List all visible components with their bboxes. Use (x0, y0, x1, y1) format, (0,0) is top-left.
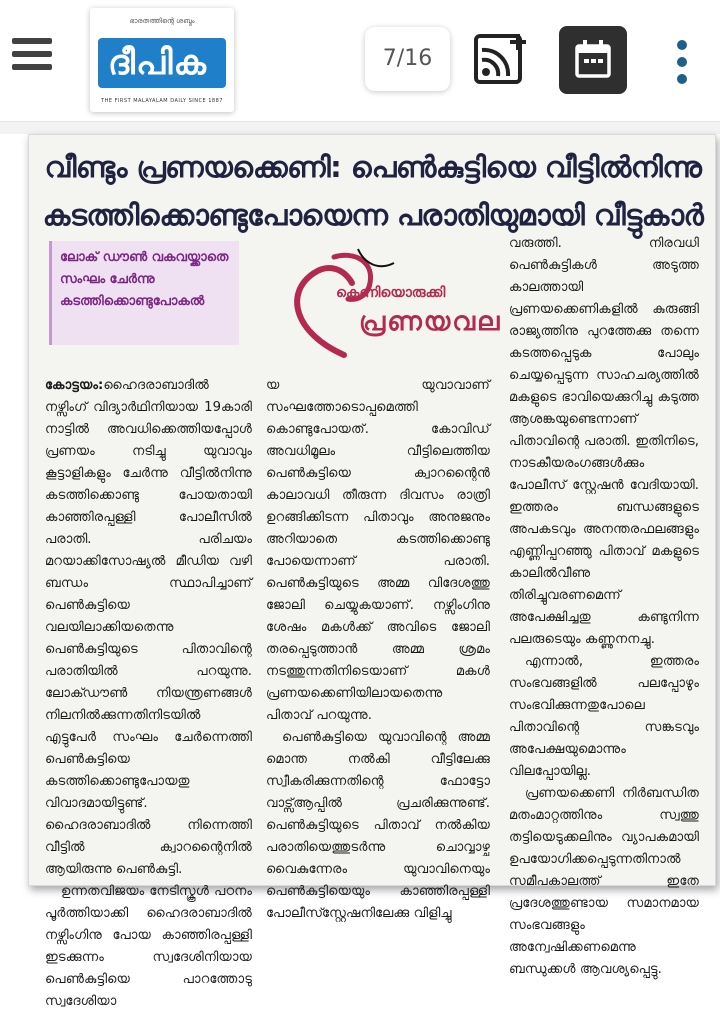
column-2-text-2: പെൺകുട്ടിയെ യുവാവിന്റെ അമ്മ മൊന്ത നൽകി വീട്ടിലേക്കു സ്വീകരിക്കുന്നതിന്റെ ഫോട്ടോ വാട്സ്ആപ്പിൽ പ്രചരിക്കുന്നുണ്ട്. പെൺകുട്ടിയുടെ പിതാവ് നൽകിയ പരാതിയെത്തുടർന്നു ചൊവ്വാഴ്ച വൈകുന്നേരം യുവാവിനെയും പെൺകുട്ടിയെയും കാഞ്ഞിരപ്പള്ളി പോലീസ്സ്റ്റേഷനിലേക്കു വിളിച്ചു (266, 730, 490, 921)
headline-line-2: കടത്തിക്കൊണ്ടുപോയെന്ന പരാതിയുമായി വീട്ടുകാർ (42, 198, 704, 232)
column-2-text: യ യുവാവാണ് സംഘത്തോടൊപ്പമെത്തി കൊണ്ടുപോയത്. കോവിഡ് അവധിമൂലം വീട്ടിലെത്തിയ പെൺകുട്ടിയെ ക്വാറന്റൈൻ കാലാവധി തീരുന്ന ദിവസം രാത്രി ഉറങ്ങിക്കിടന്ന പിതാവും അനുജനും അറിയാതെ കടത്തിക്കൊണ്ടു പോയെന്നാണ് പരാതി. പെൺകുട്ടിയുടെ അമ്മ വിദേശത്തു ജോലി ചെയ്യുകയാണ്. നഴ്സിംഗിനു ശേഷം മകൾക്ക് അവിടെ ജോലി തരപ്പെടുത്താൻ അമ്മ ശ്രമം നടത്തുന്നതിനിടെയാണ് മകൾ പ്രണയക്കെണിയിലായതെന്നു പിതാവ് പറയുന്നു. (266, 378, 490, 723)
headline-line-1: വീണ്ടും പ്രണയക്കെണി: പെൺകുട്ടിയെ വീട്ടിൽനിന്നു (44, 150, 702, 184)
rss-icon[interactable] (470, 26, 538, 94)
column-3-text-2: എന്നാൽ, ഇത്തരം സംഭവങ്ങളിൽ പലപ്പോഴും സംഭവിക്കുന്നതുപോലെ പിതാവിന്റെ സങ്കടവും അപേക്ഷയുമൊന്നും വിലപ്പോയില്ല. (509, 654, 699, 779)
hamburger-menu-icon[interactable] (12, 38, 52, 74)
logo-subtitle: THE FIRST MALAYALAM DAILY SINCE 1887 (101, 98, 223, 104)
article-column-2 (266, 375, 490, 925)
illustration-kicker: കെണിയൊരുക്കി (336, 285, 446, 301)
pull-quote: ലോക് ഡൗൺ വകവയ്ക്കാതെ സംഘം ചേർന്നു കടത്തിക്കൊണ്ടുപോകൽ (60, 250, 229, 309)
illustration-heart-icon (274, 243, 544, 363)
pull-quote-box (49, 241, 239, 345)
illustration-title: പ്രണയവല (359, 307, 502, 337)
more-vert-icon[interactable] (673, 40, 691, 88)
page-indicator[interactable]: 7/16 (365, 27, 450, 91)
column-3-text: വരുത്തി. നിരവധി പെൺകുട്ടികൾ അടുത്ത കാലത്തായി പ്രണയക്കെണികളിൽ കുരുങ്ങി രാജ്യത്തിനു പുറത്തേക്കു തന്നെ കടത്തപ്പെടുക പോലും ചെയ്യപ്പെടുന്ന സാഹചര്യത്തിൽ മകളുടെ ഭാവിയെക്കുറിച്ചു കടുത്ത ആശങ്കയുണ്ടെന്നാണ് പിതാവിന്റെ പരാതി. ഇതിനിടെ, നാടകീയരംഗങ്ങൾക്കും പോലീസ് സ്റ്റേഷൻ വേദിയായി. ഇത്തരം ബന്ധങ്ങളുടെ അപകടവും അനന്തരഫലങ്ങളും എണ്ണിപ്പറഞ്ഞു പിതാവ് മകളുടെ കാലിൽവീണു തിരിച്ചുവരണമെന്ന് അപേക്ഷിച്ചതു കണ്ടുനിന്ന പലരുടെയും കണ്ണുനനച്ചു. (509, 236, 699, 647)
article-column-1 (45, 375, 252, 1013)
column-1-text: ഹൈദരാബാദിൽ നഴ്സിംഗ് വിദ്യാർഥിനിയായ 19കാരി നാട്ടിൽ അവധിക്കെത്തിയപ്പോൾ പ്രണയം നടിച്ചു യുവാവും കൂട്ടാളികളും ചേർന്നു വീട്ടിൽനിന്നു കടത്തിക്കൊണ്ടു പോയതായി കാഞ്ഞിരപ്പള്ളി പോലീസിൽ പരാതി. പരിചയം മറയാക്കിസോഷ്യൽ മീഡിയ വഴി ബന്ധം സ്ഥാപിച്ചാണ് പെൺകുട്ടിയെ വലയിലാക്കിയതെന്നു പെൺകുട്ടിയുടെ പിതാവിന്റെ പരാതിയിൽ പറയുന്നു. ലോക്ഡൗൺ നിയന്ത്രണങ്ങൾ നിലനിൽക്കുന്നതിനിടയിൽ എട്ടുപേർ സംഘം ചേർന്നെത്തി പെൺകുട്ടിയെ കടത്തിക്കൊണ്ടുപോയതു വിവാദമായിട്ടുണ്ട്. ഹൈദരാബാദിൽ നിന്നെത്തി വീട്ടിൽ ക്വാറന്റൈനിൽ ആയിരുന്നു പെൺകുട്ടി. (45, 378, 252, 877)
calendar-icon[interactable] (559, 26, 627, 94)
newspaper-logo[interactable] (90, 8, 234, 112)
article-column-3 (509, 233, 699, 981)
logo-name: ദീപിക (108, 43, 207, 83)
dateline: കോട്ടയം: (45, 378, 104, 393)
column-1-text-2: ഉന്നതവിജയം നേടിസ്കൂൾ പഠനം പൂർത്തിയാക്കി ഹൈദരാബാദിൽ നഴ്സിംഗിനു പോയ കാഞ്ഞിരപ്പള്ളി ഇടക്കുന്നം സ്വദേശിനിയായ പെൺകുട്ടിയെ പാറത്തോടു സ്വദേശിയാ (45, 884, 252, 1009)
app-toolbar (0, 0, 720, 122)
article-headline (29, 143, 717, 239)
separator (0, 122, 720, 134)
logo-tagline: ഭാരതത്തിന്റെ ശബ്ദം (129, 17, 195, 25)
epaper-clipping[interactable] (28, 134, 716, 1009)
column-3-text-3: പ്രണയക്കെണി നിർബന്ധിത മതംമാറ്റത്തിനും സ്വത്തു തട്ടിയെടുക്കലിനും വ്യാപകമായി ഉപയോഗിക്കപ്പെടുന്നതിനാൽ സമീപകാലത്ത് ഇതേ പ്രദേശത്തുണ്ടായ സമാനമായ സംഭവങ്ങളും അന്വേഷിക്കണമെന്നു ബന്ധുക്കൾ ആവശ്യപ്പെട്ടു. (509, 786, 699, 977)
